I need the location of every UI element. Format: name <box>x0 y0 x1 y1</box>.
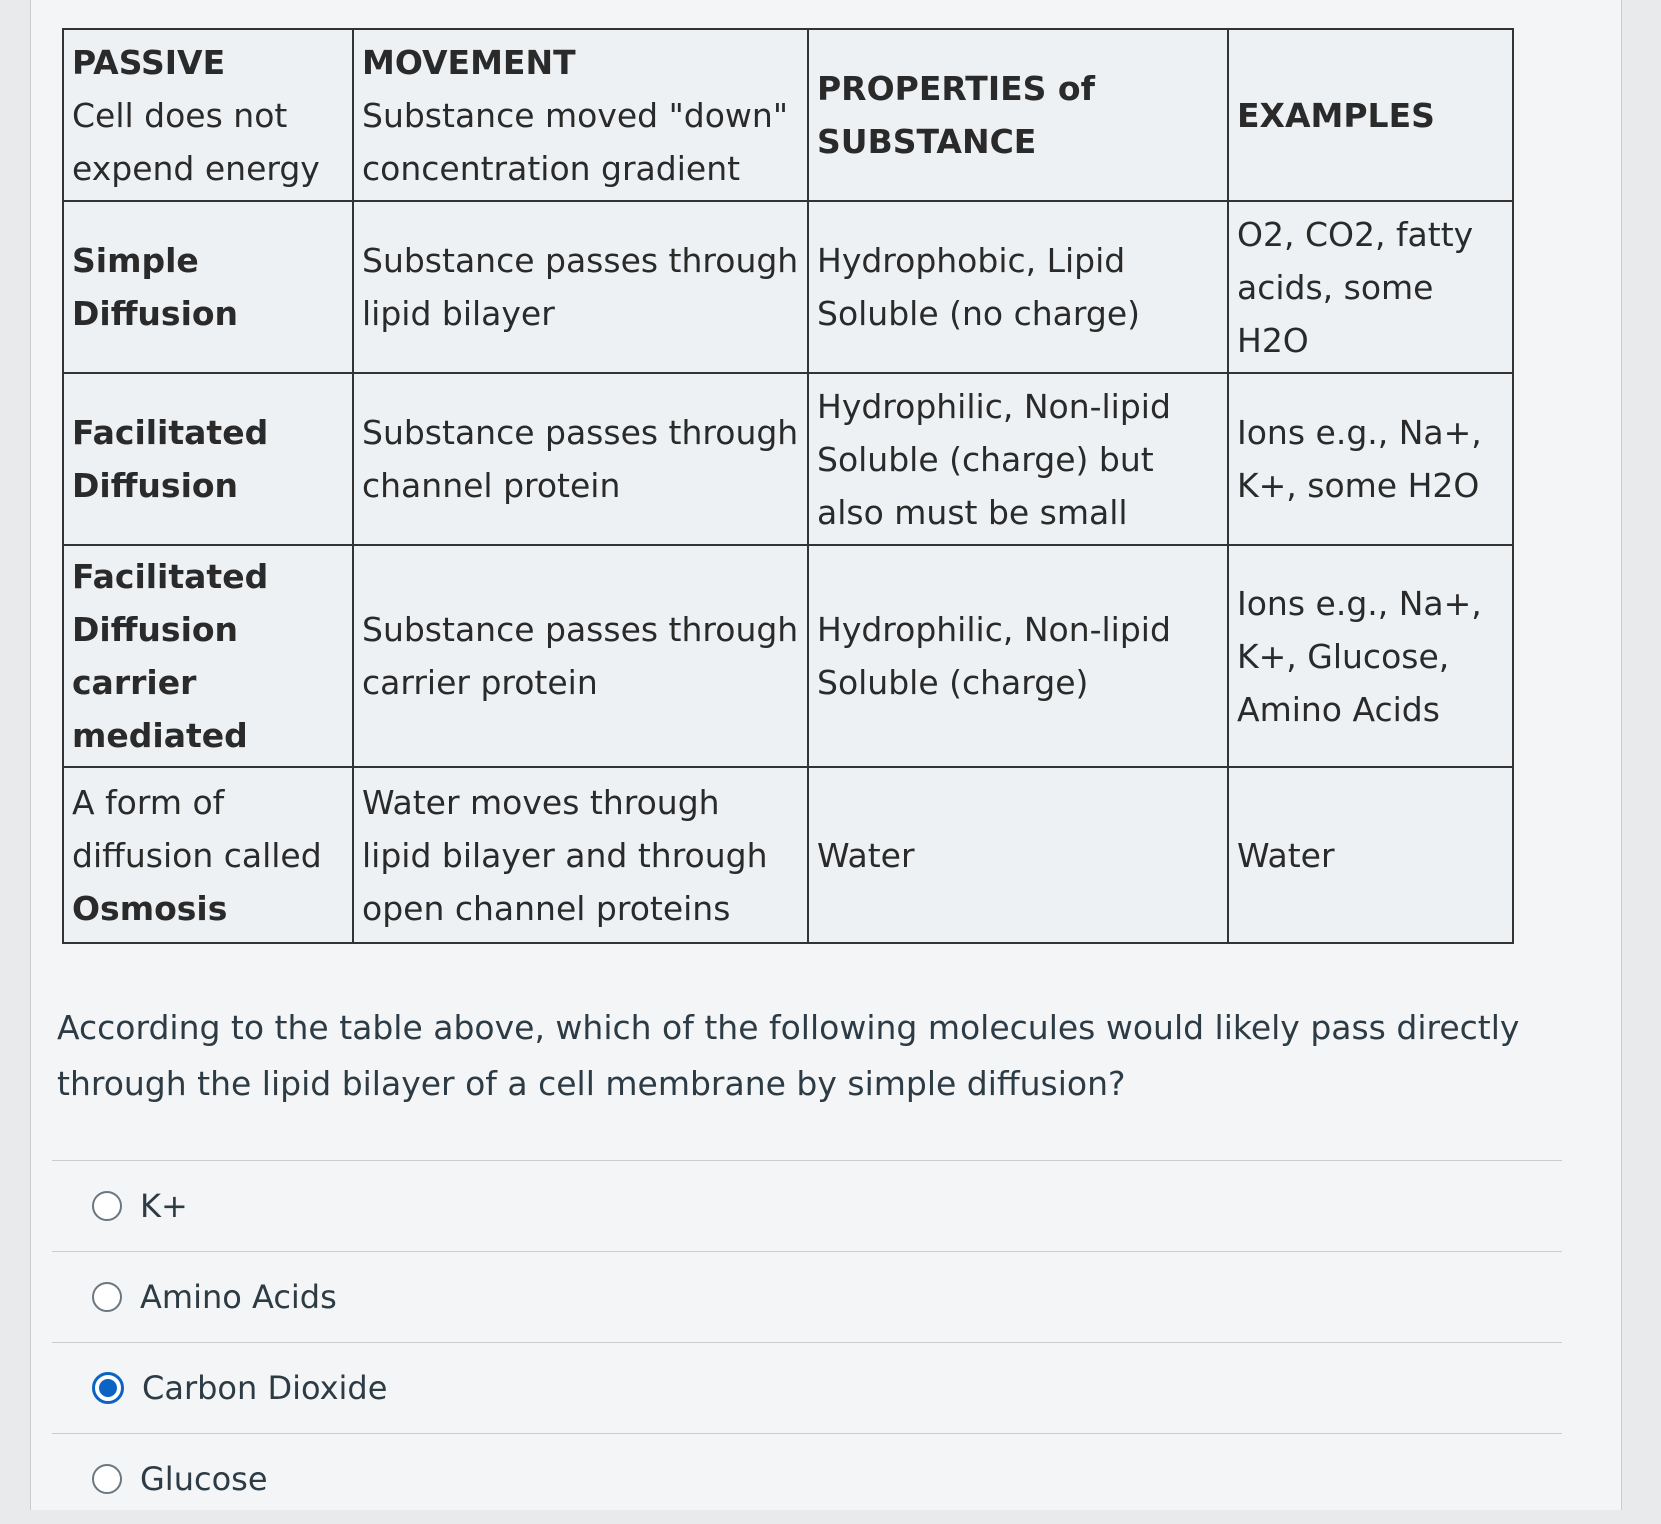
answer-list <box>52 1160 1562 1524</box>
row-movement: Water moves through lipid bilayer and through open channel proteins <box>353 767 808 943</box>
radio-button[interactable] <box>92 1282 122 1312</box>
row-type <box>63 767 353 943</box>
answer-label: Amino Acids <box>140 1278 337 1316</box>
row-examples: O2, CO2, fatty acids, some H2O <box>1228 201 1513 373</box>
row-properties: Hydrophilic, Non-lipid Soluble (charge) <box>808 545 1228 767</box>
table-header-row <box>63 29 1513 201</box>
answer-label: Glucose <box>140 1460 268 1498</box>
answer-option-k-plus[interactable] <box>52 1160 1562 1251</box>
row-type: Simple Diffusion <box>63 201 353 373</box>
row-movement: Substance passes through carrier protein <box>353 545 808 767</box>
radio-button[interactable] <box>92 1464 122 1494</box>
table-row <box>63 545 1513 767</box>
row-movement: Substance passes through channel protein <box>353 373 808 545</box>
row-type: Facilitated Diffusion <box>63 373 353 545</box>
table-row <box>63 201 1513 373</box>
row-type-prefix: A form of diffusion called <box>72 782 322 875</box>
row-type-name: Osmosis <box>72 888 228 928</box>
header-movement: MOVEMENT Substance moved "down" concentration gradient <box>353 29 808 201</box>
row-properties: Hydrophilic, Non-lipid Soluble (charge) but also must be small <box>808 373 1228 545</box>
question-text: According to the table above, which of the following molecules would likely pass directly through the lipid bilayer of a cell membrane by simple diffusion? <box>57 1008 1520 1103</box>
table-row <box>63 767 1513 943</box>
radio-button-selected[interactable] <box>92 1372 124 1404</box>
row-properties: Hydrophobic, Lipid Soluble (no charge) <box>808 201 1228 373</box>
row-type: Facilitated Diffusion carrier mediated <box>63 545 353 767</box>
answer-label: Carbon Dioxide <box>142 1369 388 1407</box>
header-properties: PROPERTIES of SUBSTANCE <box>808 29 1228 201</box>
table-row <box>63 373 1513 545</box>
row-properties: Water <box>808 767 1228 943</box>
header-examples: EXAMPLES <box>1228 29 1513 201</box>
header-passive: PASSIVE Cell does not expend energy <box>63 29 353 201</box>
radio-button[interactable] <box>92 1191 122 1221</box>
answer-option-glucose[interactable] <box>52 1433 1562 1524</box>
row-examples: Water <box>1228 767 1513 943</box>
answer-option-amino-acids[interactable] <box>52 1251 1562 1342</box>
row-examples: Ions e.g., Na+, K+, Glucose, Amino Acids <box>1228 545 1513 767</box>
row-movement: Substance passes through lipid bilayer <box>353 201 808 373</box>
row-examples: Ions e.g., Na+, K+, some H2O <box>1228 373 1513 545</box>
answer-option-carbon-dioxide[interactable] <box>52 1342 1562 1433</box>
answer-label: K+ <box>140 1187 188 1225</box>
passive-transport-table <box>62 28 1514 944</box>
